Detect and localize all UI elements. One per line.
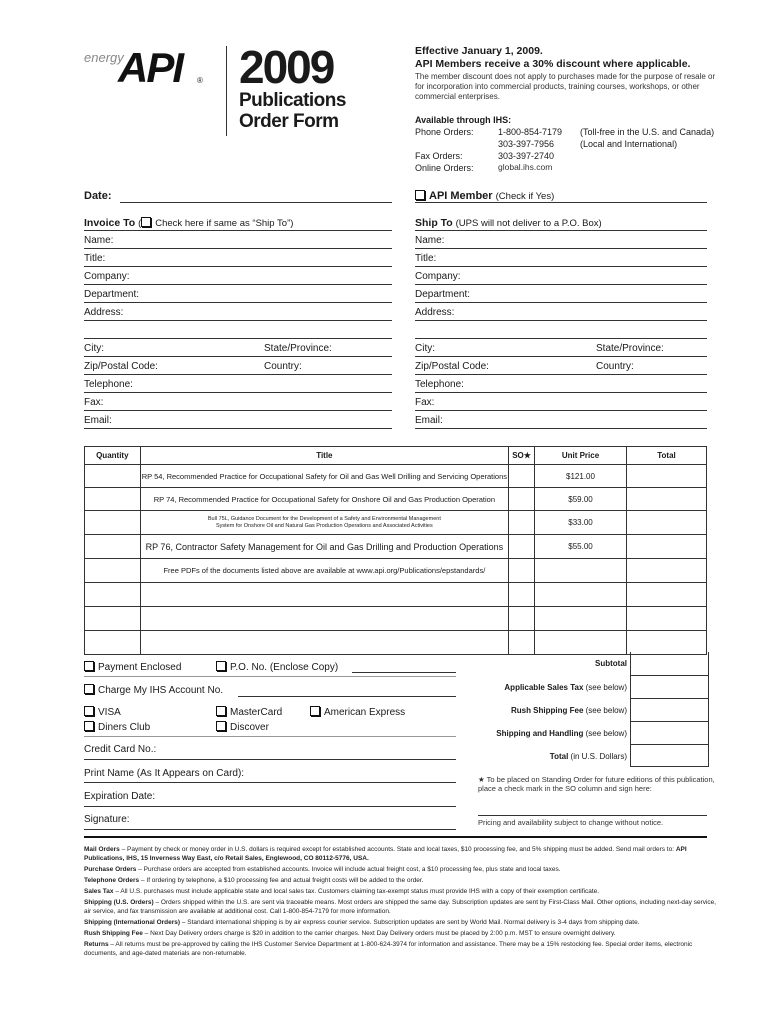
table-row: [85, 488, 707, 511]
form-year: 2009: [239, 41, 334, 93]
total-cell[interactable]: [626, 488, 706, 511]
rush-cell-rule: [630, 721, 708, 722]
total-label: Total: [549, 752, 569, 761]
table-row: [85, 583, 707, 607]
ship-email-label: Email:: [415, 415, 443, 426]
phone-tollfree: 1-800-854-7179: [498, 127, 563, 137]
quantity-cell[interactable]: [85, 559, 141, 583]
discover-label: Discover: [230, 722, 269, 733]
sales-tax-row: [504, 683, 627, 692]
quantity-cell[interactable]: [85, 511, 141, 535]
table-row: [85, 607, 707, 631]
footer-note-label: Shipping (International Orders): [84, 919, 181, 926]
subtotal-cell-rule: [630, 675, 708, 676]
member-discount: API Members receive a 30% discount where applicable.: [415, 58, 691, 70]
title-cell: RP 74, Recommended Practice for Occupational Safety for Onshore Oil and Gas Production Operation: [140, 488, 508, 511]
standing-order-cell[interactable]: [509, 511, 535, 535]
quantity-cell[interactable]: [85, 631, 141, 655]
invoice-field-label: Title:: [84, 253, 106, 264]
ship-field-label: Name:: [415, 235, 445, 246]
col-quantity: Quantity: [85, 447, 141, 465]
footer-note-label: Shipping (U.S. Orders): [84, 899, 154, 906]
ship-zip-label: Zip/Postal Code:: [415, 361, 489, 372]
footer-note-text: – Payment by check or money order in U.S. dollars is required except for established accounts. State and local taxes, $10 processing fee, and 5% shipping must be added. Send mail orders to:: [119, 846, 676, 853]
shipping-row: [496, 729, 627, 738]
api-member-note: (Check if Yes): [495, 191, 555, 202]
invoice-telephone-label: Telephone:: [84, 379, 133, 390]
effective-date: Effective January 1, 2009.: [415, 45, 543, 57]
footer-note: [84, 845, 724, 863]
ship-field-line[interactable]: [415, 284, 707, 285]
phone-local-note: (Local and International): [580, 139, 678, 149]
phone-orders-label: Phone Orders:: [415, 127, 474, 137]
table-row: [85, 465, 707, 488]
rush-row: [511, 706, 627, 715]
form-title: [239, 90, 346, 132]
diners-label: Diners Club: [98, 722, 151, 733]
api-member-label: API Member: [429, 190, 493, 202]
quantity-cell[interactable]: [85, 607, 141, 631]
total-cell[interactable]: [626, 511, 706, 535]
standing-order-signature-line[interactable]: [478, 815, 707, 816]
footer-note-text: – If ordering by telephone, a $10 processing fee and actual freight costs will be added to the order.: [139, 877, 424, 884]
visa-label: VISA: [98, 707, 121, 718]
footer-note-label: Telephone Orders: [84, 877, 140, 884]
total-cell[interactable]: [626, 607, 706, 631]
online-orders-label: Online Orders:: [415, 163, 474, 173]
total-row: [550, 752, 627, 761]
form-title-line1: Publications: [239, 90, 346, 111]
col-unit-price: Unit Price: [535, 447, 627, 465]
credit-card-line[interactable]: [84, 759, 456, 760]
print-name-line[interactable]: [84, 782, 456, 783]
invoice-zip-line[interactable]: [84, 374, 392, 375]
title-cell: [140, 631, 508, 655]
invoice-same-note[interactable]: ( Check here if same as “Ship To”): [138, 218, 294, 229]
standing-order-cell[interactable]: [509, 465, 535, 488]
ship-field-label: Address:: [415, 307, 455, 318]
amex-option[interactable]: [310, 706, 405, 718]
quantity-cell[interactable]: [85, 465, 141, 488]
total-cell[interactable]: [626, 631, 706, 655]
subtotal-label: Subtotal: [595, 659, 627, 668]
ship-field-label: Title:: [415, 253, 437, 264]
ship-to-title: Ship To: [415, 217, 453, 229]
shipping-note: (see below): [585, 729, 627, 738]
unit-price-cell: $55.00: [535, 535, 627, 559]
api-logo: API: [118, 44, 183, 91]
ship-field-label: Company:: [415, 271, 461, 282]
ship-email-line[interactable]: [415, 428, 707, 429]
expiration-label: Expiration Date:: [84, 791, 156, 802]
po-number-line[interactable]: [352, 672, 456, 673]
footer-note-text: – Orders shipped within the U.S. are sent via traceable means. Most orders are shipped the same day. Subscription updates are sent by First-Class Mail. Other options, including next-day service, air service, and fax transmission are available at additional cost. Call 1-800-854-7179 for more information.: [84, 899, 717, 915]
footer-note-label: Mail Orders: [84, 846, 120, 853]
fax-number: 303-397-2740: [498, 151, 555, 161]
standing-order-cell[interactable]: [509, 559, 535, 583]
available-through: Available through IHS:: [415, 115, 512, 125]
title-cell: Free PDFs of the documents listed above are available at www.api.org/Publications/epstandards/: [140, 559, 508, 583]
discount-note: The member discount does not apply to purchases made for the purpose of resale or for incorporation into commercial products, training courses, workshops, or other commercial enterprises.: [415, 72, 716, 101]
invoice-to-heading: [84, 217, 293, 229]
table-row: [85, 511, 707, 535]
invoice-field-label: Department:: [84, 289, 140, 300]
invoice-fax-line[interactable]: [84, 410, 392, 411]
same-as-ship-checkbox[interactable]: [141, 217, 151, 227]
rush-note: (see below): [585, 706, 627, 715]
footer-notes: [84, 845, 724, 960]
footer-note-label: Sales Tax: [84, 888, 114, 895]
footer-note-label: Returns: [84, 941, 109, 948]
invoice-telephone-line[interactable]: [84, 392, 392, 393]
amex-checkbox[interactable]: [310, 706, 320, 716]
pricing-note: Pricing and availability subject to change without notice.: [478, 818, 664, 827]
online-url[interactable]: global.ihs.com: [498, 162, 553, 172]
api-member-checkbox[interactable]: [415, 190, 425, 200]
unit-price-cell: [535, 631, 627, 655]
order-items-table: [84, 446, 707, 655]
sales-tax-label: Applicable Sales Tax: [504, 683, 584, 692]
visa-option[interactable]: [84, 706, 121, 718]
discover-checkbox[interactable]: [216, 721, 226, 731]
col-title: Title: [140, 447, 508, 465]
ship-to-note: (UPS will not deliver to a P.O. Box): [455, 218, 602, 229]
footer-note: [84, 898, 724, 916]
signature-label: Signature:: [84, 814, 130, 825]
standing-order-cell[interactable]: [509, 535, 535, 559]
ship-fax-line[interactable]: [415, 410, 707, 411]
phone-local: 303-397-7956: [498, 139, 555, 149]
footer-note: [84, 865, 724, 874]
title-cell: [140, 583, 508, 607]
title-cell: RP 76, Contractor Safety Management for Oil and Gas Drilling and Production Operations: [140, 535, 508, 559]
footer-note: [84, 876, 724, 885]
invoice-email-line[interactable]: [84, 428, 392, 429]
phone-tollfree-note: (Toll-free in the U.S. and Canada): [580, 127, 715, 137]
invoice-city-label: City:: [84, 343, 104, 354]
ship-city-line[interactable]: [415, 356, 707, 357]
table-row: [85, 559, 707, 583]
ship-state-label: State/Province:: [596, 343, 664, 354]
footer-note: [84, 929, 724, 938]
table-row: [85, 535, 707, 559]
visa-checkbox[interactable]: [84, 706, 94, 716]
ship-fax-label: Fax:: [415, 397, 435, 408]
standing-order-cell[interactable]: [509, 607, 535, 631]
ordering-info: [415, 114, 714, 174]
footer-rule: [84, 836, 707, 838]
ship-field-line[interactable]: [415, 248, 707, 249]
table-row: [85, 631, 707, 655]
title-cell: [140, 607, 508, 631]
title-cell: Bull 75L, Guidance Document for the Development of a Safety and Environmental Management System for Onshore Oil and Natural Gas Production Operations and Associated Activities: [140, 511, 508, 535]
col-total: Total: [626, 447, 706, 465]
ihs-account-checkbox[interactable]: [84, 684, 94, 694]
footer-note: [84, 918, 724, 927]
invoice-field-line[interactable]: [84, 284, 392, 285]
invoice-field-line[interactable]: [84, 320, 392, 321]
ship-field-line[interactable]: [415, 302, 707, 303]
total-cell[interactable]: [626, 535, 706, 559]
footer-note-label: Rush Shipping Fee: [84, 930, 143, 937]
fax-orders-label: Fax Orders:: [415, 151, 463, 161]
shipping-label: Shipping and Handling: [496, 729, 584, 738]
invoice-field-label: Address:: [84, 307, 124, 318]
amex-label: American Express: [324, 707, 406, 718]
ihs-account-label: Charge My IHS Account No.: [98, 685, 224, 696]
standing-order-cell[interactable]: [509, 631, 535, 655]
invoice-field-line[interactable]: [84, 266, 392, 267]
diners-option[interactable]: [84, 721, 150, 733]
ship-heading-rule: [415, 230, 707, 231]
invoice-email-label: Email:: [84, 415, 112, 426]
footer-note: [84, 940, 724, 958]
api-member-checkbox-row[interactable]: [415, 190, 554, 202]
invoice-field-line[interactable]: [84, 248, 392, 249]
footer-note-label: Purchase Orders: [84, 866, 137, 873]
header-divider: [226, 46, 227, 136]
ihs-account-option[interactable]: [84, 684, 223, 696]
payment-enclosed-option[interactable]: [84, 661, 181, 673]
standing-order-note: ★ To be placed on Standing Order for future editions of this publication, place a check mark in the SO column and sign here:: [478, 775, 715, 793]
invoice-address-line-2[interactable]: [84, 338, 392, 339]
footer-note-text: – Standard international shipping is by air express courier service. Subscription updates are sent by World Mail. Normal delivery is 3-4 days from shipping date.: [180, 919, 640, 926]
standing-order-cell[interactable]: [509, 488, 535, 511]
diners-checkbox[interactable]: [84, 721, 94, 731]
invoice-to-title: Invoice To: [84, 217, 136, 229]
footer-note: [84, 887, 724, 896]
ship-to-heading: [415, 217, 602, 229]
payment-enclosed-checkbox[interactable]: [84, 661, 94, 671]
registered-mark: ®: [197, 76, 203, 85]
effective-block: [415, 45, 725, 102]
total-cell[interactable]: [626, 559, 706, 583]
invoice-field-label: Name:: [84, 235, 114, 246]
unit-price-cell: $33.00: [535, 511, 627, 535]
form-title-line2: Order Form: [239, 111, 339, 132]
title-cell: RP 54, Recommended Practice for Occupational Safety for Oil and Gas Well Drilling and Servicing Operations: [140, 465, 508, 488]
same-as-ship-label: Check here if same as “Ship To”): [155, 218, 294, 229]
unit-price-cell: $59.00: [535, 488, 627, 511]
total-cell[interactable]: [626, 465, 706, 488]
quantity-cell[interactable]: [85, 535, 141, 559]
col-standing-order: SO★: [509, 447, 535, 465]
card-type-rule: [84, 736, 456, 737]
quantity-cell[interactable]: [85, 583, 141, 607]
date-label: Date:: [84, 190, 112, 202]
po-option[interactable]: [216, 661, 338, 673]
unit-price-cell: [535, 607, 627, 631]
expiration-line[interactable]: [84, 806, 456, 807]
invoice-state-label: State/Province:: [264, 343, 332, 354]
po-checkbox[interactable]: [216, 661, 226, 671]
po-label: P.O. No. (Enclose Copy): [230, 662, 339, 673]
payment-enclosed-label: Payment Enclosed: [98, 662, 182, 673]
ship-city-label: City:: [415, 343, 435, 354]
tax-cell-rule: [630, 698, 708, 699]
quantity-cell[interactable]: [85, 488, 141, 511]
ship-country-label: Country:: [596, 361, 634, 372]
ship-field-line[interactable]: [415, 320, 707, 321]
mastercard-option[interactable]: [216, 706, 282, 718]
ship-field-line[interactable]: [415, 266, 707, 267]
invoice-heading-rule: [84, 230, 392, 231]
print-name-label: Print Name (As It Appears on Card):: [84, 768, 245, 779]
ship-telephone-line[interactable]: [415, 392, 707, 393]
invoice-zip-label: Zip/Postal Code:: [84, 361, 158, 372]
invoice-fax-label: Fax:: [84, 397, 104, 408]
payment-rule: [84, 676, 456, 677]
ship-address-line-2[interactable]: [415, 338, 707, 339]
invoice-country-label: Country:: [264, 361, 302, 372]
ihs-account-line[interactable]: [238, 696, 456, 697]
unit-price-cell: [535, 559, 627, 583]
member-rule: [415, 202, 707, 203]
credit-card-label: Credit Card No.:: [84, 744, 157, 755]
footer-note-text: – Purchase orders are accepted from established accounts. Invoice will include actual freight cost, a $10 processing fee, plus state and local taxes.: [136, 866, 561, 873]
shipping-cell-rule: [630, 744, 708, 745]
invoice-city-line[interactable]: [84, 356, 392, 357]
signature-line[interactable]: [84, 829, 456, 830]
rush-label: Rush Shipping Fee: [510, 706, 584, 715]
discover-option[interactable]: [216, 721, 269, 733]
total-cell[interactable]: [626, 583, 706, 607]
logo-energy-text: energy: [84, 50, 124, 65]
sales-tax-note: (see below): [585, 683, 627, 692]
ship-zip-line[interactable]: [415, 374, 707, 375]
totals-box: [630, 652, 709, 767]
footer-note-text: – All U.S. purchases must include applicable state and local sales tax. Customers claiming tax-exempt status must provide IHS with a copy of their exemption certificate.: [113, 888, 600, 895]
date-input-line[interactable]: [120, 202, 392, 203]
invoice-field-line[interactable]: [84, 302, 392, 303]
unit-price-cell: $121.00: [535, 465, 627, 488]
standing-order-cell[interactable]: [509, 583, 535, 607]
invoice-field-label: Company:: [84, 271, 130, 282]
footer-note-text: – Next Day Delivery orders charge is $20 in addition to the carrier charges. Next Day Delivery orders must be placed by 2:00 p.m. MST to ensure overnight delivery.: [142, 930, 616, 937]
unit-price-cell: [535, 583, 627, 607]
footer-note-address: API Publications, IHS, 15 Inverness Way East, c/o Retail Sales, Englewood, CO 80112-5776, USA.: [84, 846, 687, 862]
mastercard-checkbox[interactable]: [216, 706, 226, 716]
ship-field-label: Department:: [415, 289, 471, 300]
footer-note-text: – All returns must be pre-approved by calling the IHS Customer Service Department at 1-800-624-3974 for information and assistance. There may be a 15% restocking fee. Special order items, electronic documents, and age-dated materials are non-returnable.: [84, 941, 693, 957]
ship-telephone-label: Telephone:: [415, 379, 464, 390]
total-note: (in U.S. Dollars): [570, 752, 627, 761]
mastercard-label: MasterCard: [230, 707, 283, 718]
